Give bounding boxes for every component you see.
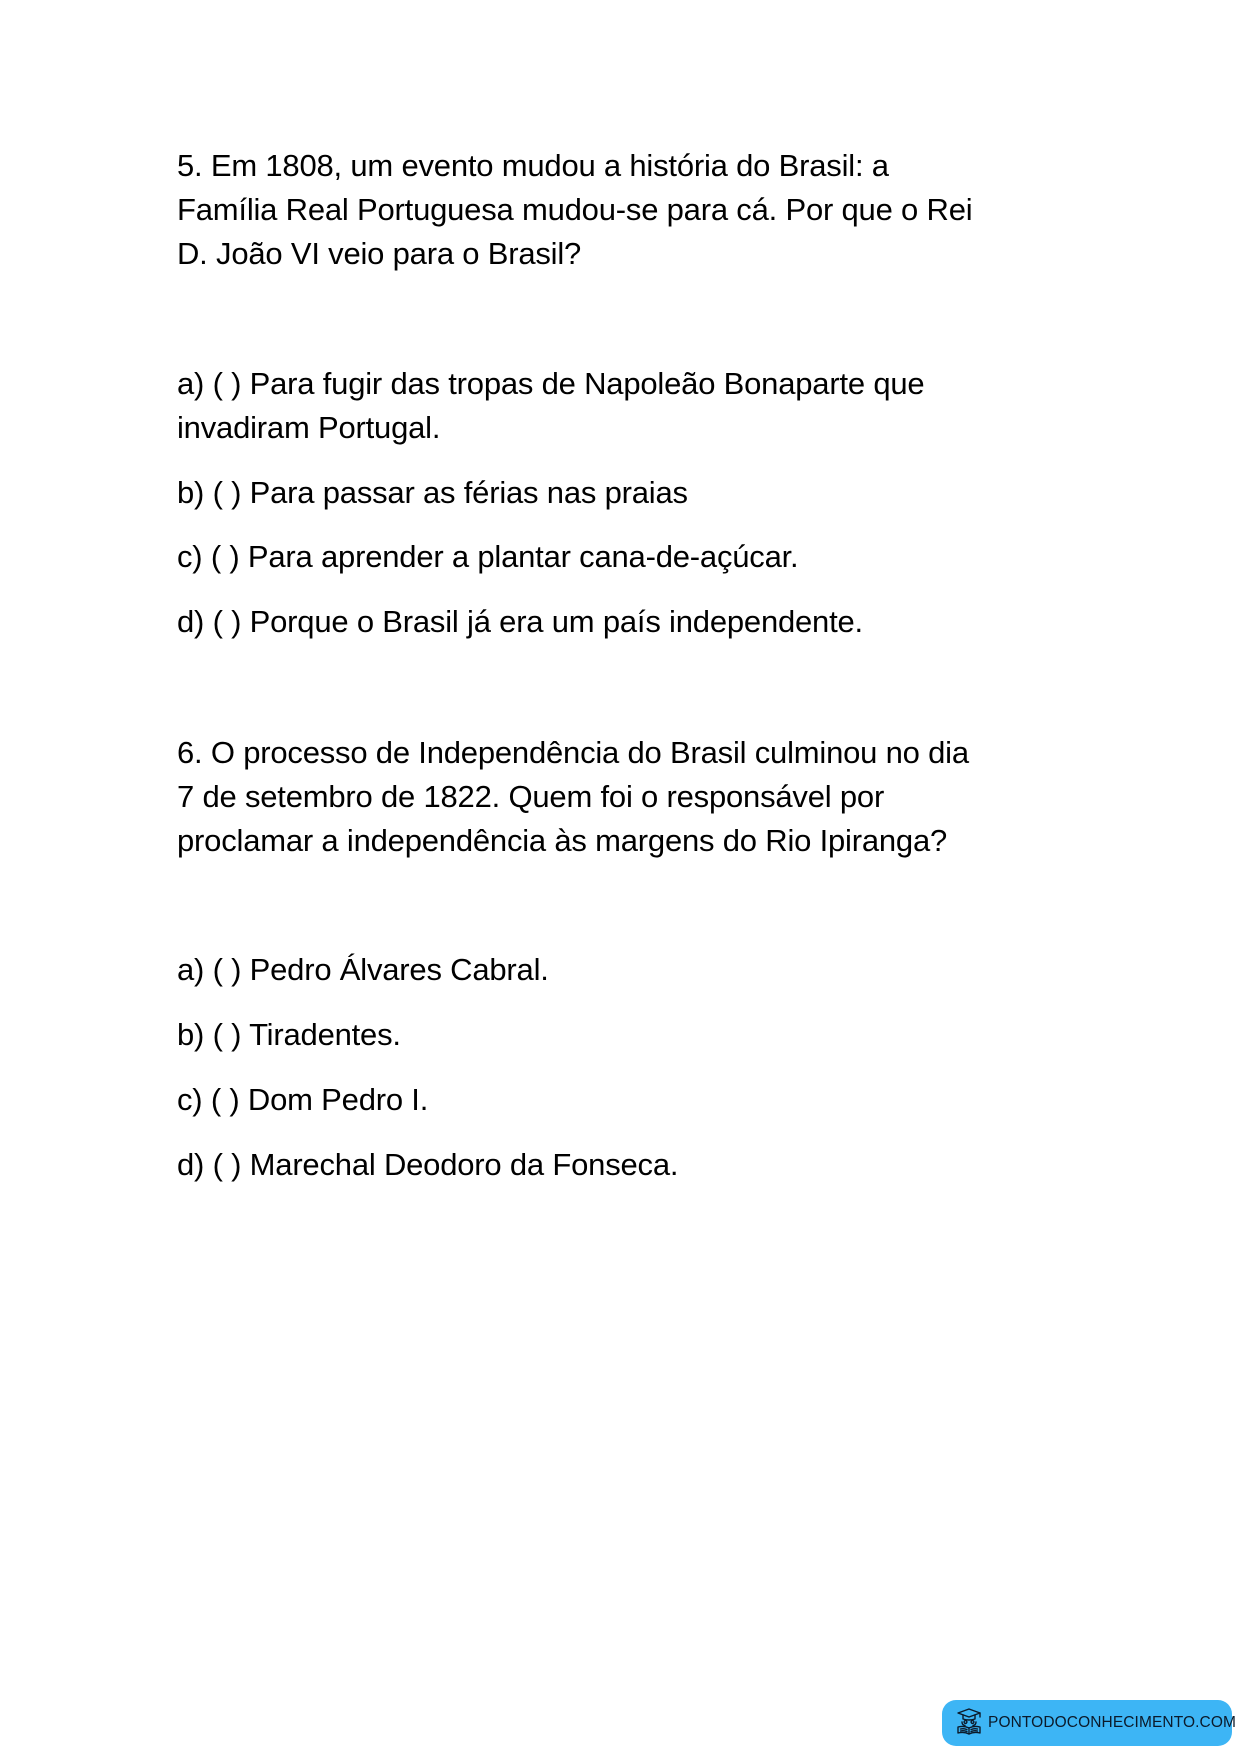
question-5-option-b [177, 471, 688, 515]
option-line: a) ( ) Para fugir das tropas de Napoleão Bonaparte que [177, 366, 925, 401]
question-line: 5. Em 1808, um evento mudou a história do Brasil: a [177, 148, 889, 183]
watermark-text: PONTODOCONHECIMENTO.COM [988, 1714, 1237, 1731]
question-6-option-c [177, 1078, 428, 1122]
question-6-prompt [177, 731, 969, 863]
graduation-cap-book-icon [954, 1706, 984, 1741]
option-line: c) ( ) Para aprender a plantar cana-de-açúcar. [177, 539, 799, 574]
question-5-option-a [177, 362, 924, 450]
option-line: d) ( ) Porque o Brasil já era um país independente. [177, 604, 863, 639]
question-5-option-d [177, 600, 863, 644]
option-line: invadiram Portugal. [177, 410, 441, 445]
option-line: c) ( ) Dom Pedro I. [177, 1082, 429, 1117]
question-6-option-a [177, 948, 549, 992]
option-line: d) ( ) Marechal Deodoro da Fonseca. [177, 1147, 679, 1182]
question-6-option-b [177, 1013, 401, 1057]
question-5-prompt [177, 144, 972, 276]
question-line: 6. O processo de Independência do Brasil culminou no dia [177, 735, 969, 770]
question-line: 7 de setembro de 1822. Quem foi o responsável por [177, 779, 885, 814]
question-line: D. João VI veio para o Brasil? [177, 236, 582, 271]
question-5-option-c [177, 535, 798, 579]
site-watermark-badge[interactable] [942, 1700, 1237, 1746]
option-line: b) ( ) Tiradentes. [177, 1017, 401, 1052]
question-line: proclamar a independência às margens do Rio Ipiranga? [177, 823, 948, 858]
question-line: Família Real Portuguesa mudou-se para cá. Por que o Rei [177, 192, 973, 227]
question-6-option-d [177, 1143, 678, 1187]
option-line: b) ( ) Para passar as férias nas praias [177, 475, 688, 510]
option-line: a) ( ) Pedro Álvares Cabral. [177, 952, 549, 987]
